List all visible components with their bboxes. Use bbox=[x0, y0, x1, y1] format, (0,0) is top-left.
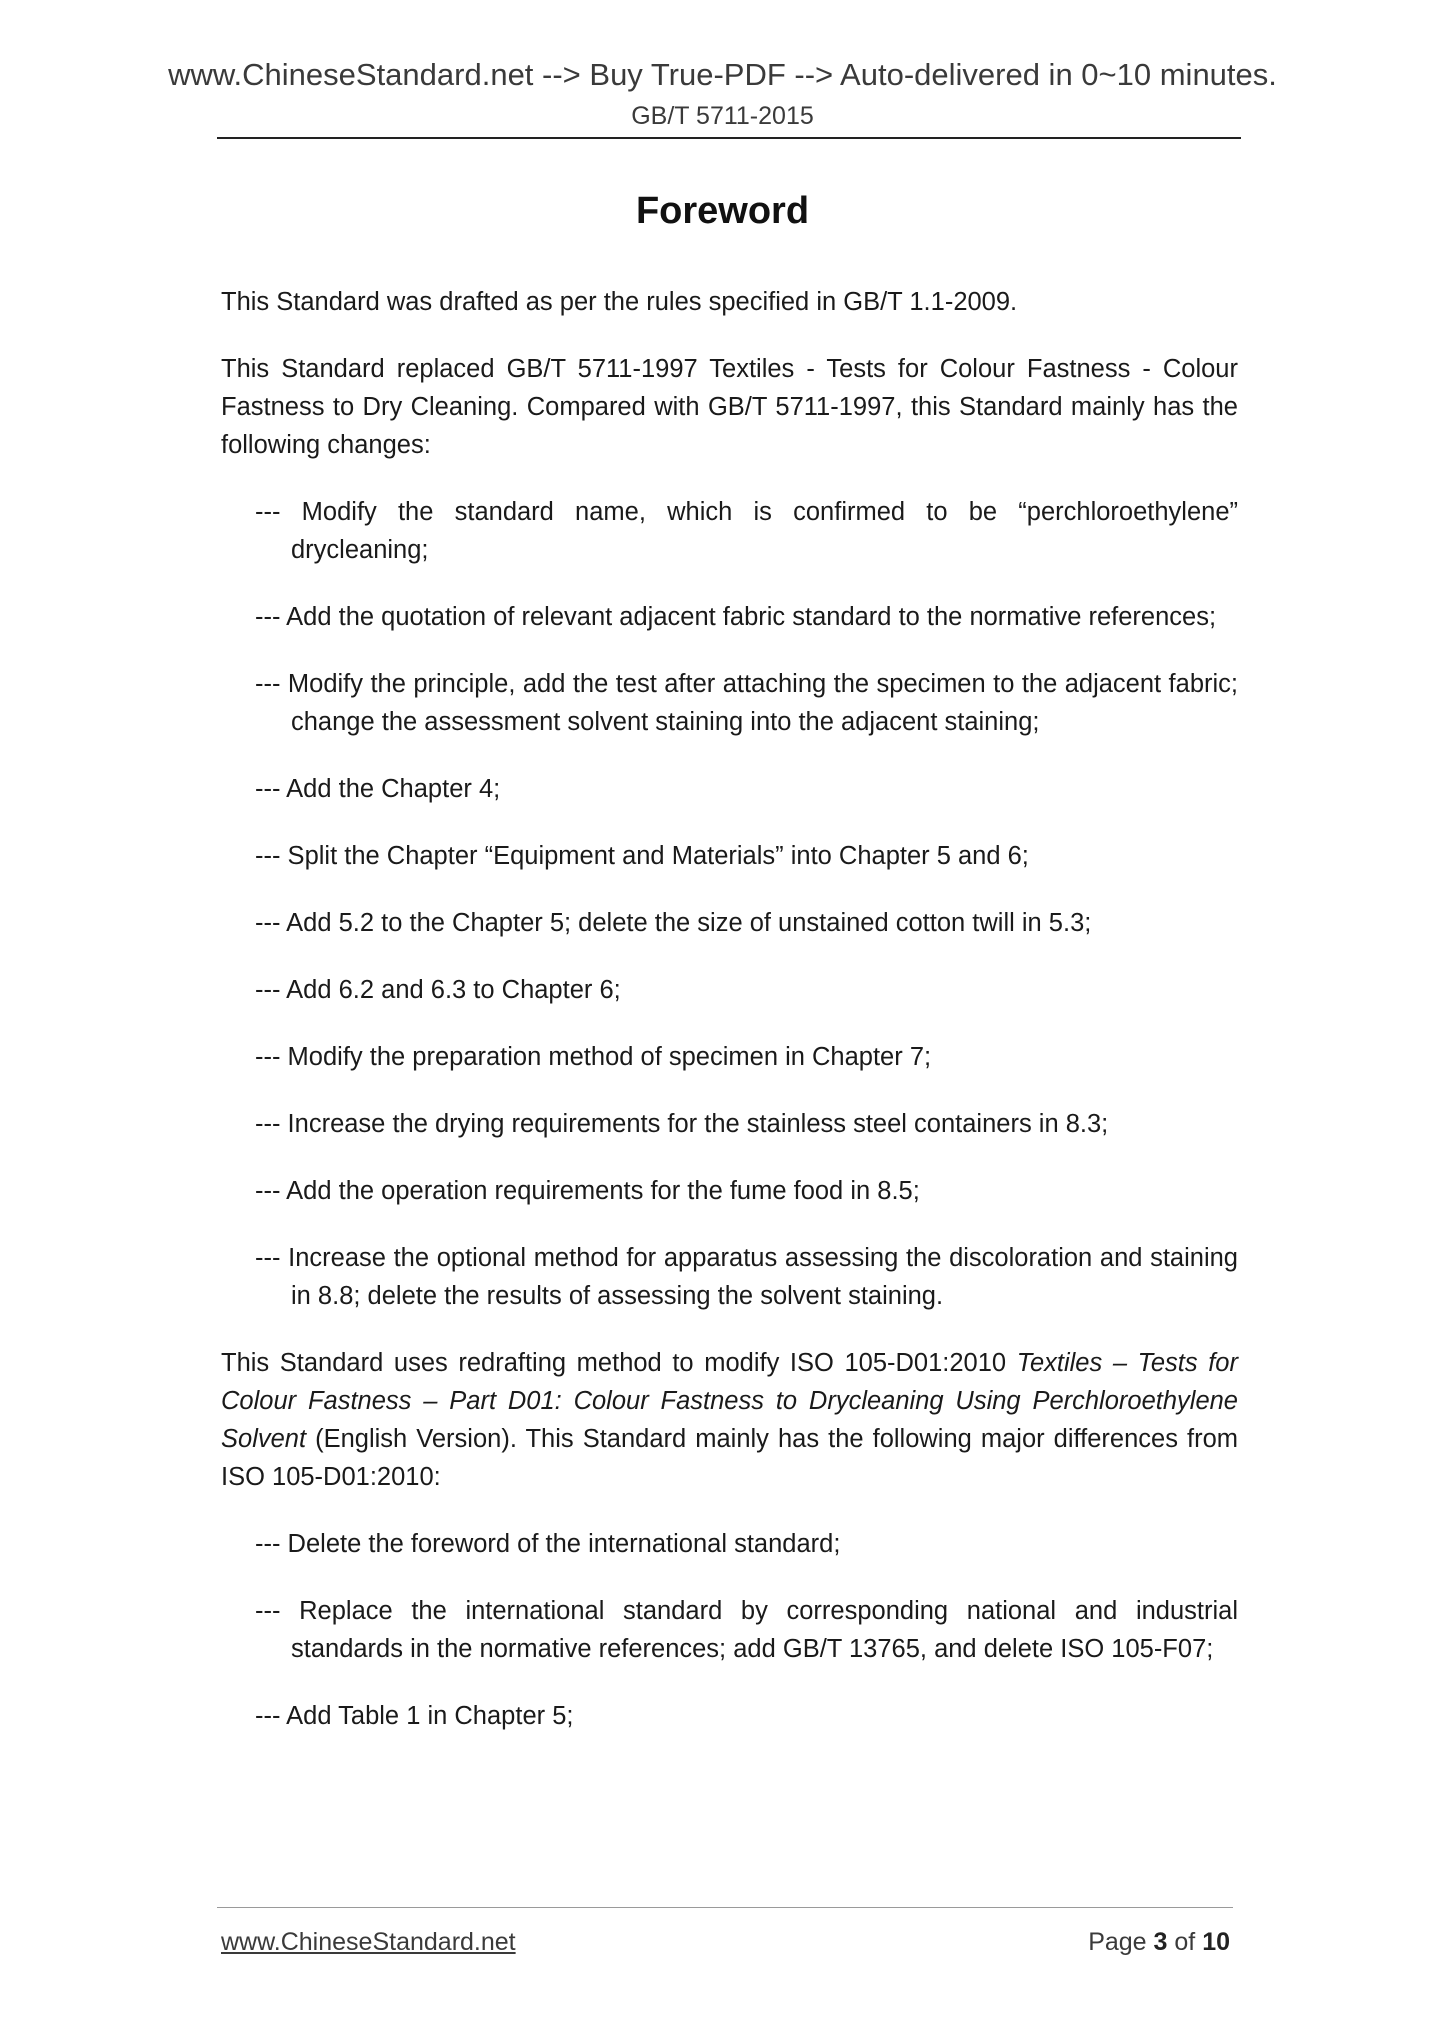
header-banner: www.ChineseStandard.net --> Buy True-PDF --> Auto-delivered in 0~10 minutes. bbox=[168, 57, 1277, 92]
list-item: --- Replace the international standard by corresponding national and industrial standards in the normative references; add GB/T 13765, and delete ISO 105-F07; bbox=[255, 1597, 1238, 1663]
list-item: --- Add the operation requirements for the fume food in 8.5; bbox=[255, 1177, 920, 1205]
iso-paragraph bbox=[221, 1344, 1238, 1496]
iso-paragraph-tail: (English Version). This Standard mainly has the following major differences from ISO 105-D01:2010: bbox=[221, 1425, 1238, 1491]
list-item: --- Modify the preparation method of specimen in Chapter 7; bbox=[255, 1043, 932, 1071]
page-prefix: Page bbox=[1088, 1928, 1154, 1956]
footer-website-link[interactable]: www.ChineseStandard.net bbox=[221, 1928, 516, 1956]
iso-paragraph-lead: This Standard uses redrafting method to modify ISO 105-D01:2010 bbox=[221, 1349, 1017, 1377]
list-item: --- Add Table 1 in Chapter 5; bbox=[255, 1702, 574, 1730]
standard-number: GB/T 5711-2015 bbox=[631, 102, 814, 130]
changes-list bbox=[221, 493, 1238, 1315]
footer-divider bbox=[217, 1907, 1233, 1908]
iso-standard-title: Textiles – Tests for Colour Fastness – Part D01: Colour Fastness to Drycleaning Using Perchloroethylene Solvent bbox=[221, 1349, 1238, 1453]
page-separator: of bbox=[1167, 1928, 1203, 1956]
page-title: Foreword bbox=[635, 190, 810, 232]
list-item: --- Add the Chapter 4; bbox=[255, 775, 501, 803]
replacement-paragraph: This Standard replaced GB/T 5711-1997 Textiles - Tests for Colour Fastness - Colour Fastness to Dry Cleaning. Compared with GB/T 5711-1997, this Standard mainly has the following changes: bbox=[221, 355, 1238, 459]
page-total: 10 bbox=[1202, 1928, 1230, 1956]
differences-list bbox=[221, 1525, 1238, 1735]
list-item: --- Modify the principle, add the test after attaching the specimen to the adjacent fabric; change the assessment solvent staining into the adjacent staining; bbox=[255, 670, 1238, 736]
list-item: --- Modify the standard name, which is confirmed to be “perchloroethylene” drycleaning; bbox=[255, 498, 1238, 564]
list-item: --- Increase the optional method for apparatus assessing the discoloration and staining in 8.8; delete the results of assessing the solvent staining. bbox=[255, 1244, 1238, 1310]
list-item: --- Add 6.2 and 6.3 to Chapter 6; bbox=[255, 976, 621, 1004]
list-item: --- Split the Chapter “Equipment and Materials” into Chapter 5 and 6; bbox=[255, 842, 1029, 870]
list-item: --- Add 5.2 to the Chapter 5; delete the size of unstained cotton twill in 5.3; bbox=[255, 909, 1092, 937]
document-body bbox=[221, 283, 1238, 1764]
page-number bbox=[1088, 1928, 1230, 1957]
header-divider bbox=[217, 137, 1241, 139]
page-current: 3 bbox=[1153, 1928, 1168, 1956]
intro-paragraph: This Standard was drafted as per the rules specified in GB/T 1.1-2009. bbox=[221, 288, 1018, 316]
list-item: --- Add the quotation of relevant adjacent fabric standard to the normative references; bbox=[255, 603, 1217, 631]
list-item: --- Delete the foreword of the international standard; bbox=[255, 1530, 841, 1558]
list-item: --- Increase the drying requirements for the stainless steel containers in 8.3; bbox=[255, 1110, 1109, 1138]
